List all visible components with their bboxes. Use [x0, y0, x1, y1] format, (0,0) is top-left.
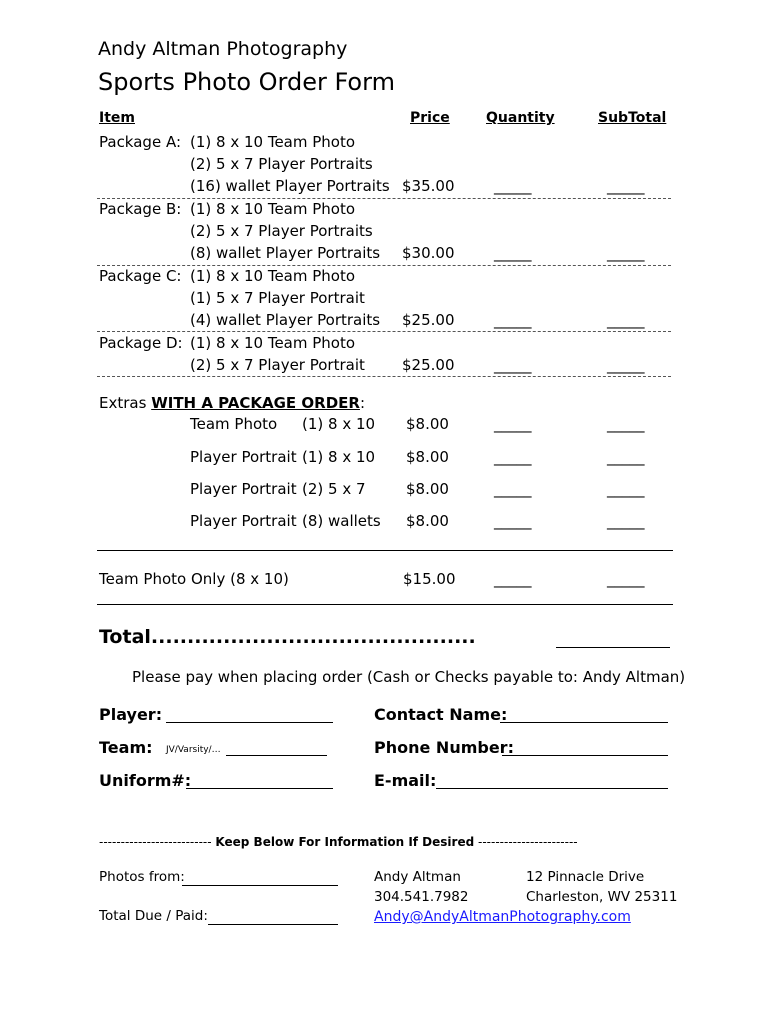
quantity-blank[interactable]: _____ [494, 244, 532, 262]
company-name: Andy Altman Photography [98, 38, 348, 60]
package-line: (16) wallet Player Portraits [190, 177, 390, 195]
package-line: (1) 8 x 10 Team Photo [190, 133, 356, 151]
contact-phone: 304.541.7982 [374, 889, 469, 905]
team-label: Team: [99, 738, 153, 757]
package-label: Package B: [99, 200, 182, 218]
package-price: $25.00 [402, 311, 455, 329]
contact-email-link[interactable]: Andy@AndyAltmanPhotography.com [374, 909, 631, 925]
package-line: (4) wallet Player Portraits [190, 311, 381, 329]
extra-size: (1) 8 x 10 [302, 448, 376, 466]
package-line: (2) 5 x 7 Player Portrait [190, 356, 365, 374]
column-subtotal: SubTotal [598, 110, 667, 126]
package-line: (1) 5 x 7 Player Portrait [190, 289, 365, 307]
team-only-price: $15.00 [403, 570, 456, 588]
subtotal-blank[interactable]: _____ [607, 448, 645, 466]
subtotal-blank[interactable]: _____ [607, 311, 645, 329]
player-blank[interactable] [166, 722, 333, 723]
package-price: $25.00 [402, 356, 455, 374]
package-label: Package C: [99, 267, 182, 285]
email-blank[interactable] [436, 788, 668, 789]
contact-name: Andy Altman [374, 869, 461, 885]
team-hint: JV/Varsity/… [166, 745, 221, 755]
section-divider [97, 604, 673, 605]
total-due-blank[interactable] [208, 924, 338, 925]
quantity-blank[interactable]: _____ [494, 480, 532, 498]
team-blank[interactable] [226, 755, 327, 756]
quantity-blank[interactable]: _____ [494, 356, 532, 374]
extra-price: $8.00 [406, 448, 449, 466]
package-price: $30.00 [402, 244, 455, 262]
uniform-blank[interactable] [186, 788, 333, 789]
row-divider [97, 265, 671, 266]
quantity-blank[interactable]: _____ [494, 512, 532, 530]
info-divider: -------------------------- Keep Below For Information If Desired ----------------------- [99, 835, 578, 849]
address-street: 12 Pinnacle Drive [526, 869, 645, 885]
row-divider [97, 198, 671, 199]
extra-size: (8) wallets [302, 512, 381, 530]
row-divider [97, 376, 671, 377]
column-quantity: Quantity [486, 110, 555, 126]
page-title: Sports Photo Order Form [98, 68, 395, 96]
package-label: Package D: [99, 334, 183, 352]
subtotal-blank[interactable]: _____ [607, 356, 645, 374]
subtotal-blank[interactable]: _____ [607, 415, 645, 433]
subtotal-blank[interactable]: _____ [607, 570, 645, 588]
package-line: (1) 8 x 10 Team Photo [190, 334, 356, 352]
photos-from-label: Photos from: [99, 869, 185, 885]
uniform-label: Uniform#: [99, 771, 192, 790]
subtotal-blank[interactable]: _____ [607, 480, 645, 498]
quantity-blank[interactable]: _____ [494, 415, 532, 433]
team-only-label: Team Photo Only (8 x 10) [99, 570, 289, 588]
package-line: (2) 5 x 7 Player Portraits [190, 222, 373, 240]
subtotal-blank[interactable]: _____ [607, 512, 645, 530]
extra-size: (2) 5 x 7 [302, 480, 366, 498]
row-divider [97, 331, 671, 332]
total-label: Total............................................. [99, 626, 476, 648]
column-price: Price [410, 110, 450, 126]
extra-name: Player Portrait [190, 480, 297, 498]
player-label: Player: [99, 705, 163, 724]
total-blank[interactable] [556, 647, 670, 648]
extra-size: (1) 8 x 10 [302, 415, 376, 433]
extra-price: $8.00 [406, 415, 449, 433]
email-label: E-mail: [374, 771, 437, 790]
contact-name-label: Contact Name: [374, 705, 508, 724]
extra-price: $8.00 [406, 480, 449, 498]
quantity-blank[interactable]: _____ [494, 570, 532, 588]
subtotal-blank[interactable]: _____ [607, 244, 645, 262]
extras-heading: Extras WITH A PACKAGE ORDER: [99, 394, 366, 412]
phone-number-label: Phone Number: [374, 738, 514, 757]
phone-number-blank[interactable] [502, 755, 668, 756]
contact-name-blank[interactable] [500, 722, 668, 723]
extra-name: Team Photo [190, 415, 278, 433]
package-line: (2) 5 x 7 Player Portraits [190, 155, 373, 173]
extra-name: Player Portrait [190, 512, 297, 530]
quantity-blank[interactable]: _____ [494, 448, 532, 466]
section-divider [97, 550, 673, 551]
package-price: $35.00 [402, 177, 455, 195]
photos-from-blank[interactable] [182, 885, 338, 886]
package-line: (8) wallet Player Portraits [190, 244, 381, 262]
quantity-blank[interactable]: _____ [494, 177, 532, 195]
address-city: Charleston, WV 25311 [526, 889, 678, 905]
subtotal-blank[interactable]: _____ [607, 177, 645, 195]
package-line: (1) 8 x 10 Team Photo [190, 267, 356, 285]
extra-price: $8.00 [406, 512, 449, 530]
extra-name: Player Portrait [190, 448, 297, 466]
column-item: Item [99, 110, 135, 126]
total-due-label: Total Due / Paid: [99, 908, 208, 924]
quantity-blank[interactable]: _____ [494, 311, 532, 329]
package-label: Package A: [99, 133, 181, 151]
payment-note: Please pay when placing order (Cash or Checks payable to: Andy Altman) [132, 668, 686, 686]
package-line: (1) 8 x 10 Team Photo [190, 200, 356, 218]
